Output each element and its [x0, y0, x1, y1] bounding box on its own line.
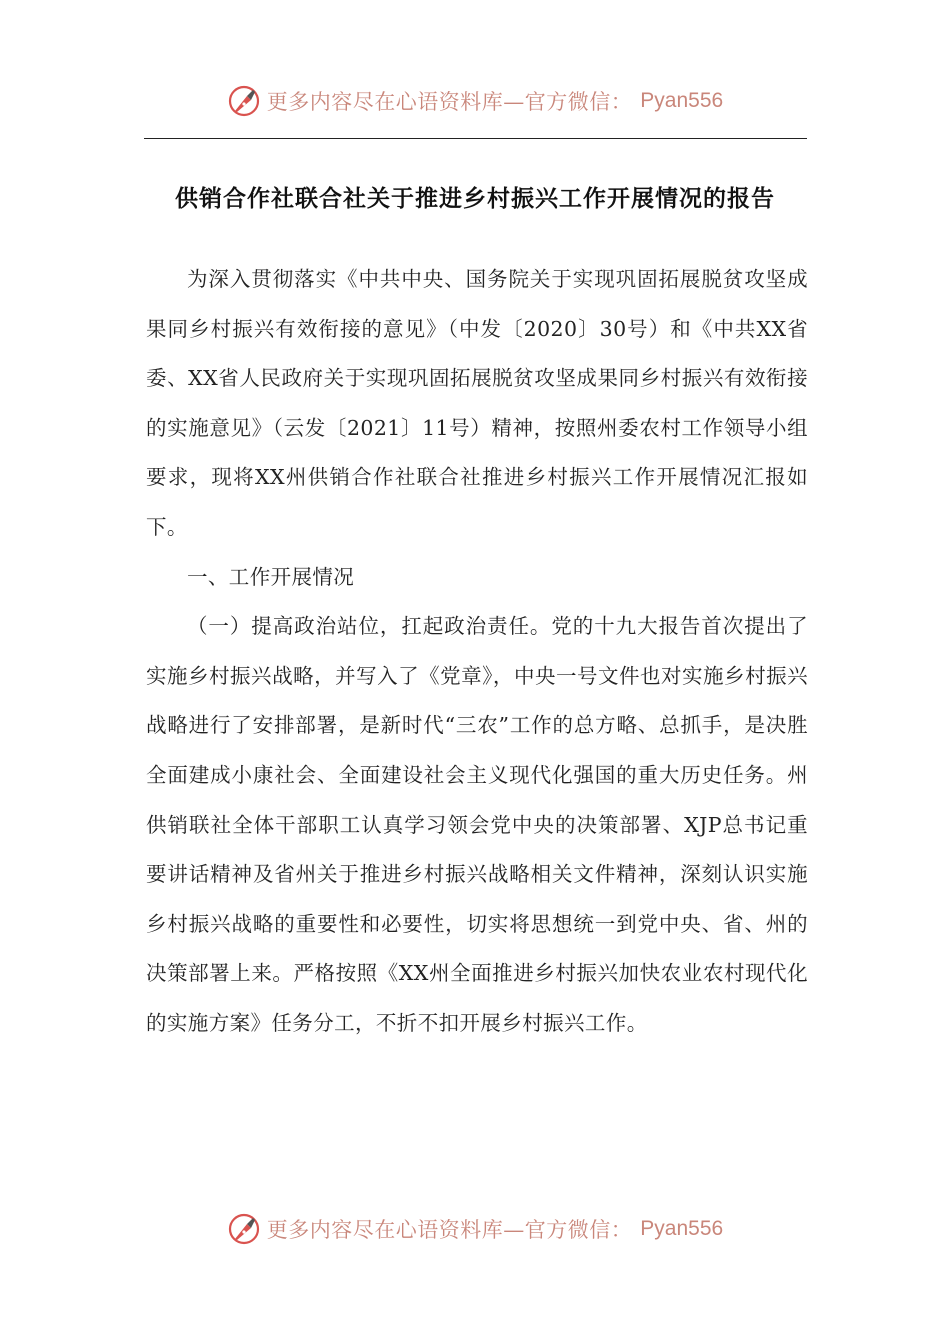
paragraph-intro: 为深入贯彻落实《中共中央、国务院关于实现巩固拓展脱贫攻坚成果同乡村振兴有效衔接的意见》（中发〔2020〕30号）和《中共XX省委、XX省人民政府关于实现巩固拓展脱贫攻坚成果同乡村振兴有效衔接的实施意见》（云发〔2021〕11号）精神，按照州委农村工作领导小组要求，现将XX州供销合作社联合社推进乡村振兴工作开展情况汇报如下。	[146, 267, 808, 539]
pen-nib-logo-icon	[227, 1212, 261, 1246]
header-watermark-text: 更多内容尽在心语资料库—官方微信：	[266, 90, 633, 114]
header-divider	[144, 138, 807, 139]
section-heading: 一、工作开展情况	[187, 564, 355, 589]
document-title: 供销合作社联合社关于推进乡村振兴工作开展情况的报告	[175, 186, 775, 212]
footer-watermark-text: 更多内容尽在心语资料库—官方微信：	[266, 1218, 633, 1242]
paragraph-subsection-1: （一）提高政治站位，扛起政治责任。党的十九大报告首次提出了实施乡村振兴战略，并写入了《党章》，中央一号文件也对实施乡村振兴战略进行了安排部署，是新时代“三农”工作的总方略、总抓手，是决胜全面建成小康社会、全面建设社会主义现代化强国的重大历史任务。州供销联社全体干部职工认真学习领会党中央的决策部署、XJP总书记重要讲话精神及省州关于推进乡村振兴战略相关文件精神，深刻认识实施乡村振兴战略的重要性和必要性，切实将思想统一到党中央、省、州的决策部署上来。严格按照《XX州全面推进乡村振兴加快农业农村现代化的实施方案》任务分工，不折不扣开展乡村振兴工作。	[146, 614, 808, 1035]
page-header	[0, 84, 950, 118]
footer-watermark-id: Pyan556	[640, 1217, 724, 1240]
pen-nib-logo-icon	[227, 84, 261, 118]
document-body	[146, 255, 808, 1049]
page-footer	[0, 1212, 950, 1246]
header-watermark-id: Pyan556	[640, 89, 724, 112]
